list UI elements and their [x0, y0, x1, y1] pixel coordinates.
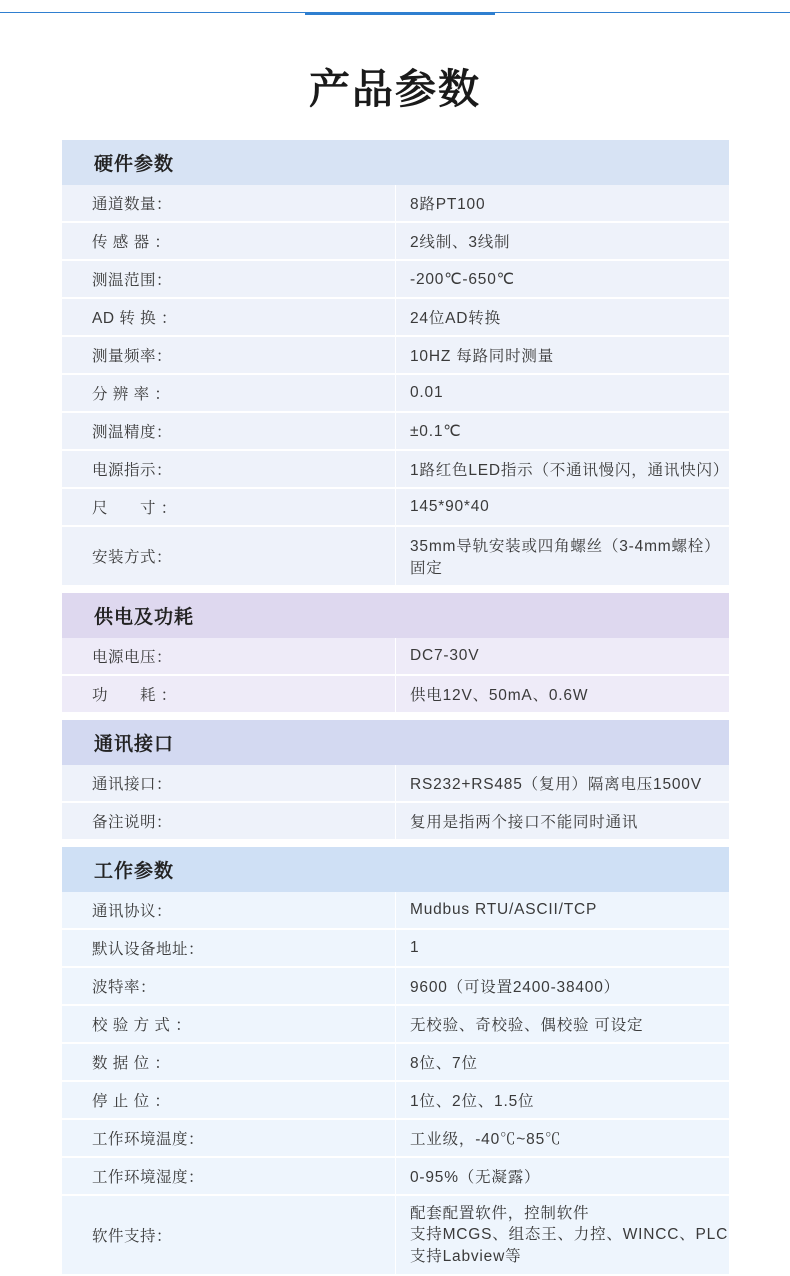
row-label: 波特率： — [62, 967, 396, 1005]
section-spacer — [62, 713, 729, 720]
row-value: 供电12V、50mA、0.6W — [396, 675, 730, 713]
page-title: 产品参数 — [309, 66, 481, 112]
table-row — [62, 374, 729, 412]
row-value: 2线制、3线制 — [396, 222, 730, 260]
section-spacer — [62, 586, 729, 593]
row-value: RS232+RS485（复用）隔离电压1500V — [396, 765, 730, 802]
table-row — [62, 1081, 729, 1119]
section-header-hardware-label: 硬件参数 — [62, 140, 729, 185]
row-label: 停 止 位 ： — [62, 1081, 396, 1119]
row-value: 145*90*40 — [396, 488, 730, 526]
software-support-line-2: 支持MCGS、组态王、力控、WINCC、PLC — [410, 1226, 729, 1244]
row-value: 无校验、奇校验、偶校验 可设定 — [396, 1005, 730, 1043]
table-row — [62, 1043, 729, 1081]
table-row — [62, 929, 729, 967]
table-row — [62, 967, 729, 1005]
row-value: 8路PT100 — [396, 185, 730, 222]
row-value: 9600（可设置2400-38400） — [396, 967, 730, 1005]
section-header-power-label: 供电及功耗 — [62, 593, 729, 638]
section-header-work-label: 工作参数 — [62, 847, 729, 892]
row-label: 软件支持： — [62, 1195, 396, 1275]
table-row — [62, 412, 729, 450]
row-value: 10HZ 每路同时测量 — [396, 336, 730, 374]
row-label: 安装方式： — [62, 526, 396, 586]
row-label: 通讯接口： — [62, 765, 396, 802]
table-row — [62, 675, 729, 713]
spec-table-wrapper — [62, 140, 729, 1276]
software-support-line-1: 配套配置软件，控制软件 — [410, 1205, 590, 1222]
row-label: 通讯协议： — [62, 892, 396, 929]
row-label: 工作环境湿度： — [62, 1157, 396, 1195]
divider-left-segment — [0, 12, 305, 13]
row-value: 24位AD转换 — [396, 298, 730, 336]
row-value: 1 — [396, 929, 730, 967]
divider-center-segment — [305, 12, 495, 15]
row-label: 尺 寸 ： — [62, 488, 396, 526]
row-value — [396, 1195, 730, 1275]
section-header-comm-label: 通讯接口 — [62, 720, 729, 765]
row-value: 8位、7位 — [396, 1043, 730, 1081]
row-value: ±0.1℃ — [396, 412, 730, 450]
row-label: 校 验 方 式 ： — [62, 1005, 396, 1043]
table-row — [62, 222, 729, 260]
divider-right-segment — [495, 12, 790, 13]
table-row — [62, 185, 729, 222]
row-label: 传 感 器 ： — [62, 222, 396, 260]
spec-table — [62, 140, 729, 1276]
section-spacer — [62, 840, 729, 847]
table-row — [62, 638, 729, 675]
table-row — [62, 450, 729, 488]
table-row-software-support — [62, 1195, 729, 1275]
row-label: 电源指示： — [62, 450, 396, 488]
row-label: 默认设备地址： — [62, 929, 396, 967]
table-row — [62, 1119, 729, 1157]
row-value: 1路红色LED指示（不通讯慢闪，通讯快闪） — [396, 450, 730, 488]
row-value: -200℃-650℃ — [396, 260, 730, 298]
row-label: 分 辨 率 ： — [62, 374, 396, 412]
row-value: 0-95%（无凝露） — [396, 1157, 730, 1195]
row-value: 工业级，-40℃~85℃ — [396, 1119, 730, 1157]
software-support-line-3: 支持Labview等 — [410, 1247, 522, 1265]
row-value: 0.01 — [396, 374, 730, 412]
top-divider — [0, 12, 790, 14]
table-row — [62, 1157, 729, 1195]
row-label: 电源电压： — [62, 638, 396, 675]
table-row — [62, 488, 729, 526]
section-header-comm — [62, 720, 729, 765]
row-value: 35mm导轨安装或四角螺丝（3-4mm螺栓）固定 — [396, 526, 730, 586]
row-label: 测温范围： — [62, 260, 396, 298]
section-header-work — [62, 847, 729, 892]
table-row — [62, 336, 729, 374]
table-row — [62, 526, 729, 586]
table-row — [62, 1005, 729, 1043]
row-value: DC7-30V — [396, 638, 730, 675]
row-label: 通道数量： — [62, 185, 396, 222]
row-label: 测温精度： — [62, 412, 396, 450]
table-row — [62, 765, 729, 802]
row-value: 1位、2位、1.5位 — [396, 1081, 730, 1119]
row-label: 数 据 位 ： — [62, 1043, 396, 1081]
section-header-power — [62, 593, 729, 638]
table-row — [62, 802, 729, 840]
row-value: 复用是指两个接口不能同时通讯 — [396, 802, 730, 840]
row-value: Mudbus RTU/ASCII/TCP — [396, 892, 730, 929]
row-label: AD 转 换 ： — [62, 298, 396, 336]
row-label: 功 耗 ： — [62, 675, 396, 713]
table-row — [62, 892, 729, 929]
row-label: 备注说明： — [62, 802, 396, 840]
row-label: 测量频率： — [62, 336, 396, 374]
table-row — [62, 298, 729, 336]
row-label: 工作环境温度： — [62, 1119, 396, 1157]
table-row — [62, 260, 729, 298]
section-header-hardware — [62, 140, 729, 185]
